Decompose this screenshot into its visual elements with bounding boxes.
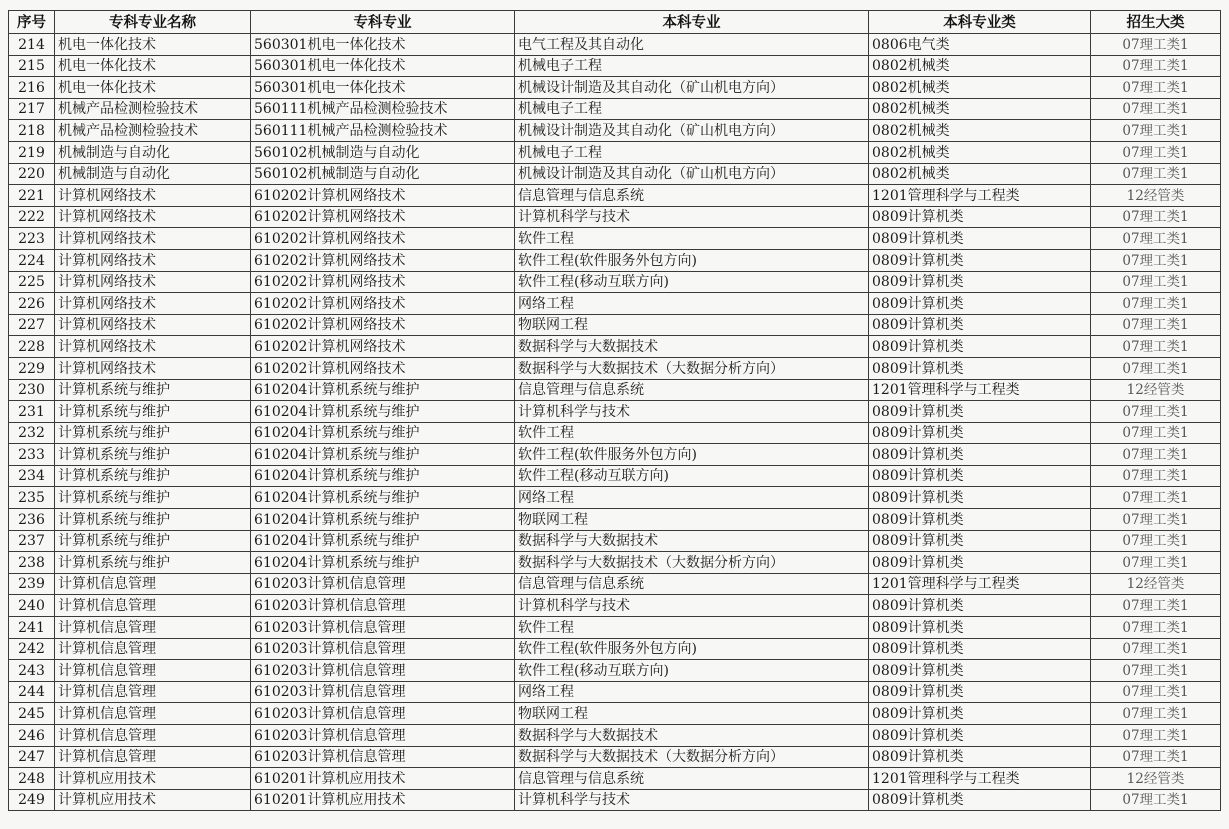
cell-admission-category: 12经管类 bbox=[1091, 379, 1221, 401]
cell-index: 232 bbox=[9, 422, 55, 444]
cell-index: 234 bbox=[9, 465, 55, 487]
cell-undergrad-major: 软件工程(移动互联方向) bbox=[515, 465, 869, 487]
cell-index: 233 bbox=[9, 444, 55, 466]
cell-vocational-name: 计算机信息管理 bbox=[55, 725, 251, 747]
cell-vocational-name: 机电一体化技术 bbox=[55, 77, 251, 99]
cell-vocational-name: 计算机信息管理 bbox=[55, 617, 251, 639]
cell-admission-category: 07理工类1 bbox=[1091, 249, 1221, 271]
cell-admission-category: 07理工类1 bbox=[1091, 552, 1221, 574]
table-row bbox=[9, 293, 1221, 315]
cell-index: 248 bbox=[9, 768, 55, 790]
cell-index: 246 bbox=[9, 725, 55, 747]
cell-vocational-name: 计算机应用技术 bbox=[55, 789, 251, 811]
cell-vocational-code: 610203计算机信息管理 bbox=[251, 703, 515, 725]
cell-undergrad-major: 计算机科学与技术 bbox=[515, 401, 869, 423]
cell-index: 224 bbox=[9, 249, 55, 271]
cell-vocational-code: 610204计算机系统与维护 bbox=[251, 401, 515, 423]
cell-undergrad-major: 计算机科学与技术 bbox=[515, 206, 869, 228]
cell-vocational-code: 610204计算机系统与维护 bbox=[251, 530, 515, 552]
cell-admission-category: 07理工类1 bbox=[1091, 703, 1221, 725]
cell-vocational-code: 560111机械产品检测检验技术 bbox=[251, 98, 515, 120]
cell-undergrad-major: 软件工程(软件服务外包方向) bbox=[515, 249, 869, 271]
table-row bbox=[9, 120, 1221, 142]
cell-vocational-code: 560301机电一体化技术 bbox=[251, 55, 515, 77]
cell-undergrad-major: 数据科学与大数据技术 bbox=[515, 725, 869, 747]
table-row bbox=[9, 141, 1221, 163]
cell-vocational-name: 计算机网络技术 bbox=[55, 336, 251, 358]
cell-undergrad-class: 0809计算机类 bbox=[869, 293, 1091, 315]
cell-undergrad-major: 数据科学与大数据技术（大数据分析方向） bbox=[515, 746, 869, 768]
cell-vocational-name: 计算机网络技术 bbox=[55, 271, 251, 293]
cell-undergrad-class: 0802机械类 bbox=[869, 98, 1091, 120]
cell-undergrad-class: 0809计算机类 bbox=[869, 422, 1091, 444]
cell-vocational-code: 610201计算机应用技术 bbox=[251, 789, 515, 811]
header-undergrad-major: 本科专业 bbox=[515, 11, 869, 34]
cell-vocational-code: 610203计算机信息管理 bbox=[251, 681, 515, 703]
cell-undergrad-class: 0802机械类 bbox=[869, 141, 1091, 163]
cell-index: 218 bbox=[9, 120, 55, 142]
cell-undergrad-class: 0809计算机类 bbox=[869, 703, 1091, 725]
table-header-row bbox=[9, 11, 1221, 34]
cell-vocational-name: 计算机网络技术 bbox=[55, 249, 251, 271]
table-row bbox=[9, 465, 1221, 487]
cell-vocational-name: 计算机网络技术 bbox=[55, 357, 251, 379]
cell-undergrad-major: 数据科学与大数据技术 bbox=[515, 336, 869, 358]
table-row bbox=[9, 487, 1221, 509]
major-mapping-table bbox=[8, 10, 1221, 811]
cell-undergrad-class: 1201管理科学与工程类 bbox=[869, 768, 1091, 790]
cell-admission-category: 07理工类1 bbox=[1091, 595, 1221, 617]
table-row bbox=[9, 552, 1221, 574]
cell-vocational-name: 计算机信息管理 bbox=[55, 681, 251, 703]
document-sheet bbox=[8, 10, 1220, 816]
cell-admission-category: 07理工类1 bbox=[1091, 660, 1221, 682]
table-row bbox=[9, 681, 1221, 703]
cell-index: 247 bbox=[9, 746, 55, 768]
cell-undergrad-major: 软件工程(软件服务外包方向) bbox=[515, 638, 869, 660]
cell-undergrad-class: 1201管理科学与工程类 bbox=[869, 185, 1091, 207]
cell-admission-category: 07理工类1 bbox=[1091, 228, 1221, 250]
table-row bbox=[9, 789, 1221, 811]
cell-undergrad-class: 0806电气类 bbox=[869, 34, 1091, 56]
table-row bbox=[9, 77, 1221, 99]
cell-vocational-name: 机械制造与自动化 bbox=[55, 163, 251, 185]
cell-undergrad-class: 1201管理科学与工程类 bbox=[869, 379, 1091, 401]
cell-admission-category: 07理工类1 bbox=[1091, 401, 1221, 423]
cell-admission-category: 07理工类1 bbox=[1091, 617, 1221, 639]
cell-undergrad-class: 0809计算机类 bbox=[869, 357, 1091, 379]
cell-vocational-name: 机电一体化技术 bbox=[55, 34, 251, 56]
table-row bbox=[9, 725, 1221, 747]
cell-undergrad-class: 0809计算机类 bbox=[869, 530, 1091, 552]
cell-index: 225 bbox=[9, 271, 55, 293]
cell-undergrad-class: 0802机械类 bbox=[869, 55, 1091, 77]
cell-vocational-name: 计算机信息管理 bbox=[55, 595, 251, 617]
cell-undergrad-class: 0809计算机类 bbox=[869, 660, 1091, 682]
table-row bbox=[9, 703, 1221, 725]
table-body bbox=[9, 34, 1221, 811]
cell-vocational-code: 610203计算机信息管理 bbox=[251, 746, 515, 768]
cell-admission-category: 07理工类1 bbox=[1091, 271, 1221, 293]
cell-undergrad-major: 软件工程(移动互联方向) bbox=[515, 271, 869, 293]
cell-index: 221 bbox=[9, 185, 55, 207]
cell-undergrad-major: 计算机科学与技术 bbox=[515, 789, 869, 811]
cell-admission-category: 12经管类 bbox=[1091, 573, 1221, 595]
cell-vocational-code: 610202计算机网络技术 bbox=[251, 336, 515, 358]
cell-vocational-code: 610204计算机系统与维护 bbox=[251, 487, 515, 509]
cell-undergrad-class: 0809计算机类 bbox=[869, 228, 1091, 250]
table-row bbox=[9, 163, 1221, 185]
cell-vocational-name: 计算机网络技术 bbox=[55, 185, 251, 207]
cell-admission-category: 07理工类1 bbox=[1091, 638, 1221, 660]
table-row bbox=[9, 746, 1221, 768]
cell-undergrad-major: 软件工程 bbox=[515, 228, 869, 250]
cell-vocational-name: 机械制造与自动化 bbox=[55, 141, 251, 163]
cell-undergrad-major: 物联网工程 bbox=[515, 314, 869, 336]
cell-index: 214 bbox=[9, 34, 55, 56]
cell-undergrad-major: 网络工程 bbox=[515, 681, 869, 703]
cell-undergrad-major: 数据科学与大数据技术 bbox=[515, 530, 869, 552]
cell-index: 215 bbox=[9, 55, 55, 77]
table-row bbox=[9, 336, 1221, 358]
cell-vocational-name: 计算机应用技术 bbox=[55, 768, 251, 790]
cell-index: 220 bbox=[9, 163, 55, 185]
cell-undergrad-class: 0809计算机类 bbox=[869, 509, 1091, 531]
table-row bbox=[9, 379, 1221, 401]
cell-undergrad-major: 物联网工程 bbox=[515, 703, 869, 725]
table-row bbox=[9, 206, 1221, 228]
cell-undergrad-major: 电气工程及其自动化 bbox=[515, 34, 869, 56]
cell-undergrad-class: 0809计算机类 bbox=[869, 249, 1091, 271]
cell-vocational-code: 610201计算机应用技术 bbox=[251, 768, 515, 790]
cell-undergrad-class: 0809计算机类 bbox=[869, 617, 1091, 639]
cell-undergrad-class: 0809计算机类 bbox=[869, 595, 1091, 617]
cell-undergrad-major: 信息管理与信息系统 bbox=[515, 768, 869, 790]
cell-admission-category: 07理工类1 bbox=[1091, 77, 1221, 99]
cell-vocational-code: 610204计算机系统与维护 bbox=[251, 379, 515, 401]
cell-admission-category: 07理工类1 bbox=[1091, 509, 1221, 531]
cell-vocational-code: 610203计算机信息管理 bbox=[251, 617, 515, 639]
cell-undergrad-class: 0809计算机类 bbox=[869, 444, 1091, 466]
cell-vocational-code: 610203计算机信息管理 bbox=[251, 595, 515, 617]
cell-index: 235 bbox=[9, 487, 55, 509]
cell-vocational-name: 计算机网络技术 bbox=[55, 314, 251, 336]
cell-vocational-name: 机械产品检测检验技术 bbox=[55, 120, 251, 142]
cell-admission-category: 07理工类1 bbox=[1091, 293, 1221, 315]
cell-vocational-name: 计算机信息管理 bbox=[55, 638, 251, 660]
table-row bbox=[9, 271, 1221, 293]
cell-vocational-name: 机电一体化技术 bbox=[55, 55, 251, 77]
cell-index: 242 bbox=[9, 638, 55, 660]
cell-vocational-name: 机械产品检测检验技术 bbox=[55, 98, 251, 120]
header-index: 序号 bbox=[9, 11, 55, 34]
cell-undergrad-class: 0802机械类 bbox=[869, 120, 1091, 142]
table-row bbox=[9, 249, 1221, 271]
table-row bbox=[9, 660, 1221, 682]
cell-admission-category: 12经管类 bbox=[1091, 768, 1221, 790]
cell-vocational-code: 610202计算机网络技术 bbox=[251, 357, 515, 379]
cell-vocational-name: 计算机系统与维护 bbox=[55, 465, 251, 487]
cell-vocational-code: 610204计算机系统与维护 bbox=[251, 509, 515, 531]
header-undergrad-class: 本科专业类 bbox=[869, 11, 1091, 34]
cell-admission-category: 07理工类1 bbox=[1091, 206, 1221, 228]
cell-index: 216 bbox=[9, 77, 55, 99]
cell-vocational-name: 计算机网络技术 bbox=[55, 228, 251, 250]
cell-undergrad-major: 机械电子工程 bbox=[515, 98, 869, 120]
table-row bbox=[9, 573, 1221, 595]
cell-vocational-code: 610203计算机信息管理 bbox=[251, 725, 515, 747]
cell-undergrad-class: 0809计算机类 bbox=[869, 465, 1091, 487]
cell-admission-category: 07理工类1 bbox=[1091, 336, 1221, 358]
cell-index: 241 bbox=[9, 617, 55, 639]
cell-undergrad-major: 信息管理与信息系统 bbox=[515, 573, 869, 595]
table-row bbox=[9, 638, 1221, 660]
cell-undergrad-major: 机械设计制造及其自动化（矿山机电方向） bbox=[515, 120, 869, 142]
cell-undergrad-major: 信息管理与信息系统 bbox=[515, 379, 869, 401]
cell-admission-category: 07理工类1 bbox=[1091, 120, 1221, 142]
cell-admission-category: 07理工类1 bbox=[1091, 789, 1221, 811]
cell-vocational-name: 计算机网络技术 bbox=[55, 293, 251, 315]
cell-undergrad-class: 0809计算机类 bbox=[869, 746, 1091, 768]
cell-vocational-name: 计算机信息管理 bbox=[55, 573, 251, 595]
cell-undergrad-major: 数据科学与大数据技术（大数据分析方向） bbox=[515, 552, 869, 574]
cell-vocational-name: 计算机信息管理 bbox=[55, 746, 251, 768]
cell-undergrad-major: 物联网工程 bbox=[515, 509, 869, 531]
cell-index: 222 bbox=[9, 206, 55, 228]
cell-admission-category: 07理工类1 bbox=[1091, 465, 1221, 487]
cell-admission-category: 07理工类1 bbox=[1091, 357, 1221, 379]
cell-undergrad-class: 0809计算机类 bbox=[869, 314, 1091, 336]
cell-vocational-name: 计算机系统与维护 bbox=[55, 422, 251, 444]
cell-undergrad-major: 机械设计制造及其自动化（矿山机电方向） bbox=[515, 77, 869, 99]
cell-admission-category: 07理工类1 bbox=[1091, 34, 1221, 56]
table-row bbox=[9, 595, 1221, 617]
table-row bbox=[9, 422, 1221, 444]
cell-undergrad-class: 0809计算机类 bbox=[869, 725, 1091, 747]
cell-undergrad-class: 0809计算机类 bbox=[869, 681, 1091, 703]
cell-undergrad-major: 软件工程 bbox=[515, 422, 869, 444]
cell-undergrad-class: 0809计算机类 bbox=[869, 487, 1091, 509]
table-row bbox=[9, 617, 1221, 639]
cell-undergrad-major: 软件工程(移动互联方向) bbox=[515, 660, 869, 682]
cell-admission-category: 07理工类1 bbox=[1091, 681, 1221, 703]
cell-undergrad-class: 0809计算机类 bbox=[869, 206, 1091, 228]
cell-undergrad-class: 0809计算机类 bbox=[869, 789, 1091, 811]
cell-vocational-code: 610202计算机网络技术 bbox=[251, 206, 515, 228]
cell-undergrad-major: 软件工程(软件服务外包方向) bbox=[515, 444, 869, 466]
cell-vocational-name: 计算机系统与维护 bbox=[55, 444, 251, 466]
header-admission-category: 招生大类 bbox=[1091, 11, 1221, 34]
cell-vocational-name: 计算机系统与维护 bbox=[55, 487, 251, 509]
cell-index: 229 bbox=[9, 357, 55, 379]
cell-index: 223 bbox=[9, 228, 55, 250]
cell-undergrad-major: 网络工程 bbox=[515, 293, 869, 315]
cell-vocational-name: 计算机网络技术 bbox=[55, 206, 251, 228]
cell-undergrad-major: 数据科学与大数据技术（大数据分析方向） bbox=[515, 357, 869, 379]
cell-undergrad-major: 机械设计制造及其自动化（矿山机电方向） bbox=[515, 163, 869, 185]
cell-index: 236 bbox=[9, 509, 55, 531]
cell-vocational-code: 610202计算机网络技术 bbox=[251, 271, 515, 293]
table-row bbox=[9, 228, 1221, 250]
cell-admission-category: 07理工类1 bbox=[1091, 422, 1221, 444]
cell-admission-category: 07理工类1 bbox=[1091, 141, 1221, 163]
cell-index: 237 bbox=[9, 530, 55, 552]
table-row bbox=[9, 185, 1221, 207]
table-row bbox=[9, 98, 1221, 120]
header-vocational-code: 专科专业 bbox=[251, 11, 515, 34]
cell-undergrad-class: 0802机械类 bbox=[869, 163, 1091, 185]
cell-admission-category: 07理工类1 bbox=[1091, 444, 1221, 466]
table-row bbox=[9, 357, 1221, 379]
cell-vocational-code: 560111机械产品检测检验技术 bbox=[251, 120, 515, 142]
cell-undergrad-major: 网络工程 bbox=[515, 487, 869, 509]
cell-undergrad-class: 0802机械类 bbox=[869, 77, 1091, 99]
cell-admission-category: 07理工类1 bbox=[1091, 746, 1221, 768]
table-row bbox=[9, 768, 1221, 790]
table-row bbox=[9, 314, 1221, 336]
cell-vocational-code: 560301机电一体化技术 bbox=[251, 77, 515, 99]
cell-vocational-name: 计算机系统与维护 bbox=[55, 530, 251, 552]
cell-admission-category: 07理工类1 bbox=[1091, 530, 1221, 552]
cell-vocational-code: 610202计算机网络技术 bbox=[251, 314, 515, 336]
cell-vocational-code: 610203计算机信息管理 bbox=[251, 573, 515, 595]
cell-vocational-code: 610202计算机网络技术 bbox=[251, 185, 515, 207]
cell-undergrad-class: 0809计算机类 bbox=[869, 336, 1091, 358]
cell-admission-category: 07理工类1 bbox=[1091, 314, 1221, 336]
cell-index: 226 bbox=[9, 293, 55, 315]
cell-vocational-code: 560102机械制造与自动化 bbox=[251, 163, 515, 185]
cell-vocational-code: 610204计算机系统与维护 bbox=[251, 444, 515, 466]
cell-index: 238 bbox=[9, 552, 55, 574]
cell-vocational-code: 560102机械制造与自动化 bbox=[251, 141, 515, 163]
cell-undergrad-class: 0809计算机类 bbox=[869, 271, 1091, 293]
cell-undergrad-major: 计算机科学与技术 bbox=[515, 595, 869, 617]
table-row bbox=[9, 55, 1221, 77]
cell-index: 245 bbox=[9, 703, 55, 725]
cell-index: 219 bbox=[9, 141, 55, 163]
table-row bbox=[9, 34, 1221, 56]
cell-vocational-code: 610202计算机网络技术 bbox=[251, 249, 515, 271]
table-row bbox=[9, 401, 1221, 423]
cell-undergrad-class: 0809计算机类 bbox=[869, 638, 1091, 660]
cell-vocational-name: 计算机系统与维护 bbox=[55, 509, 251, 531]
cell-index: 217 bbox=[9, 98, 55, 120]
cell-admission-category: 07理工类1 bbox=[1091, 725, 1221, 747]
cell-admission-category: 07理工类1 bbox=[1091, 55, 1221, 77]
cell-vocational-code: 610202计算机网络技术 bbox=[251, 293, 515, 315]
cell-index: 239 bbox=[9, 573, 55, 595]
cell-vocational-code: 560301机电一体化技术 bbox=[251, 34, 515, 56]
cell-vocational-code: 610204计算机系统与维护 bbox=[251, 465, 515, 487]
cell-index: 249 bbox=[9, 789, 55, 811]
cell-vocational-name: 计算机系统与维护 bbox=[55, 379, 251, 401]
cell-vocational-name: 计算机信息管理 bbox=[55, 703, 251, 725]
cell-vocational-code: 610202计算机网络技术 bbox=[251, 228, 515, 250]
table-row bbox=[9, 444, 1221, 466]
cell-undergrad-major: 软件工程 bbox=[515, 617, 869, 639]
cell-index: 228 bbox=[9, 336, 55, 358]
cell-undergrad-major: 机械电子工程 bbox=[515, 55, 869, 77]
cell-vocational-name: 计算机系统与维护 bbox=[55, 401, 251, 423]
cell-index: 243 bbox=[9, 660, 55, 682]
cell-vocational-code: 610203计算机信息管理 bbox=[251, 638, 515, 660]
cell-index: 227 bbox=[9, 314, 55, 336]
cell-undergrad-class: 0809计算机类 bbox=[869, 401, 1091, 423]
cell-admission-category: 12经管类 bbox=[1091, 185, 1221, 207]
cell-undergrad-major: 信息管理与信息系统 bbox=[515, 185, 869, 207]
cell-vocational-name: 计算机信息管理 bbox=[55, 660, 251, 682]
cell-index: 230 bbox=[9, 379, 55, 401]
table-row bbox=[9, 509, 1221, 531]
table-row bbox=[9, 530, 1221, 552]
cell-undergrad-class: 0809计算机类 bbox=[869, 552, 1091, 574]
cell-index: 244 bbox=[9, 681, 55, 703]
cell-index: 240 bbox=[9, 595, 55, 617]
cell-admission-category: 07理工类1 bbox=[1091, 163, 1221, 185]
cell-undergrad-class: 1201管理科学与工程类 bbox=[869, 573, 1091, 595]
cell-admission-category: 07理工类1 bbox=[1091, 487, 1221, 509]
cell-vocational-code: 610204计算机系统与维护 bbox=[251, 422, 515, 444]
cell-vocational-code: 610203计算机信息管理 bbox=[251, 660, 515, 682]
cell-vocational-name: 计算机系统与维护 bbox=[55, 552, 251, 574]
header-vocational-name: 专科专业名称 bbox=[55, 11, 251, 34]
cell-vocational-code: 610204计算机系统与维护 bbox=[251, 552, 515, 574]
cell-admission-category: 07理工类1 bbox=[1091, 98, 1221, 120]
cell-index: 231 bbox=[9, 401, 55, 423]
cell-undergrad-major: 机械电子工程 bbox=[515, 141, 869, 163]
